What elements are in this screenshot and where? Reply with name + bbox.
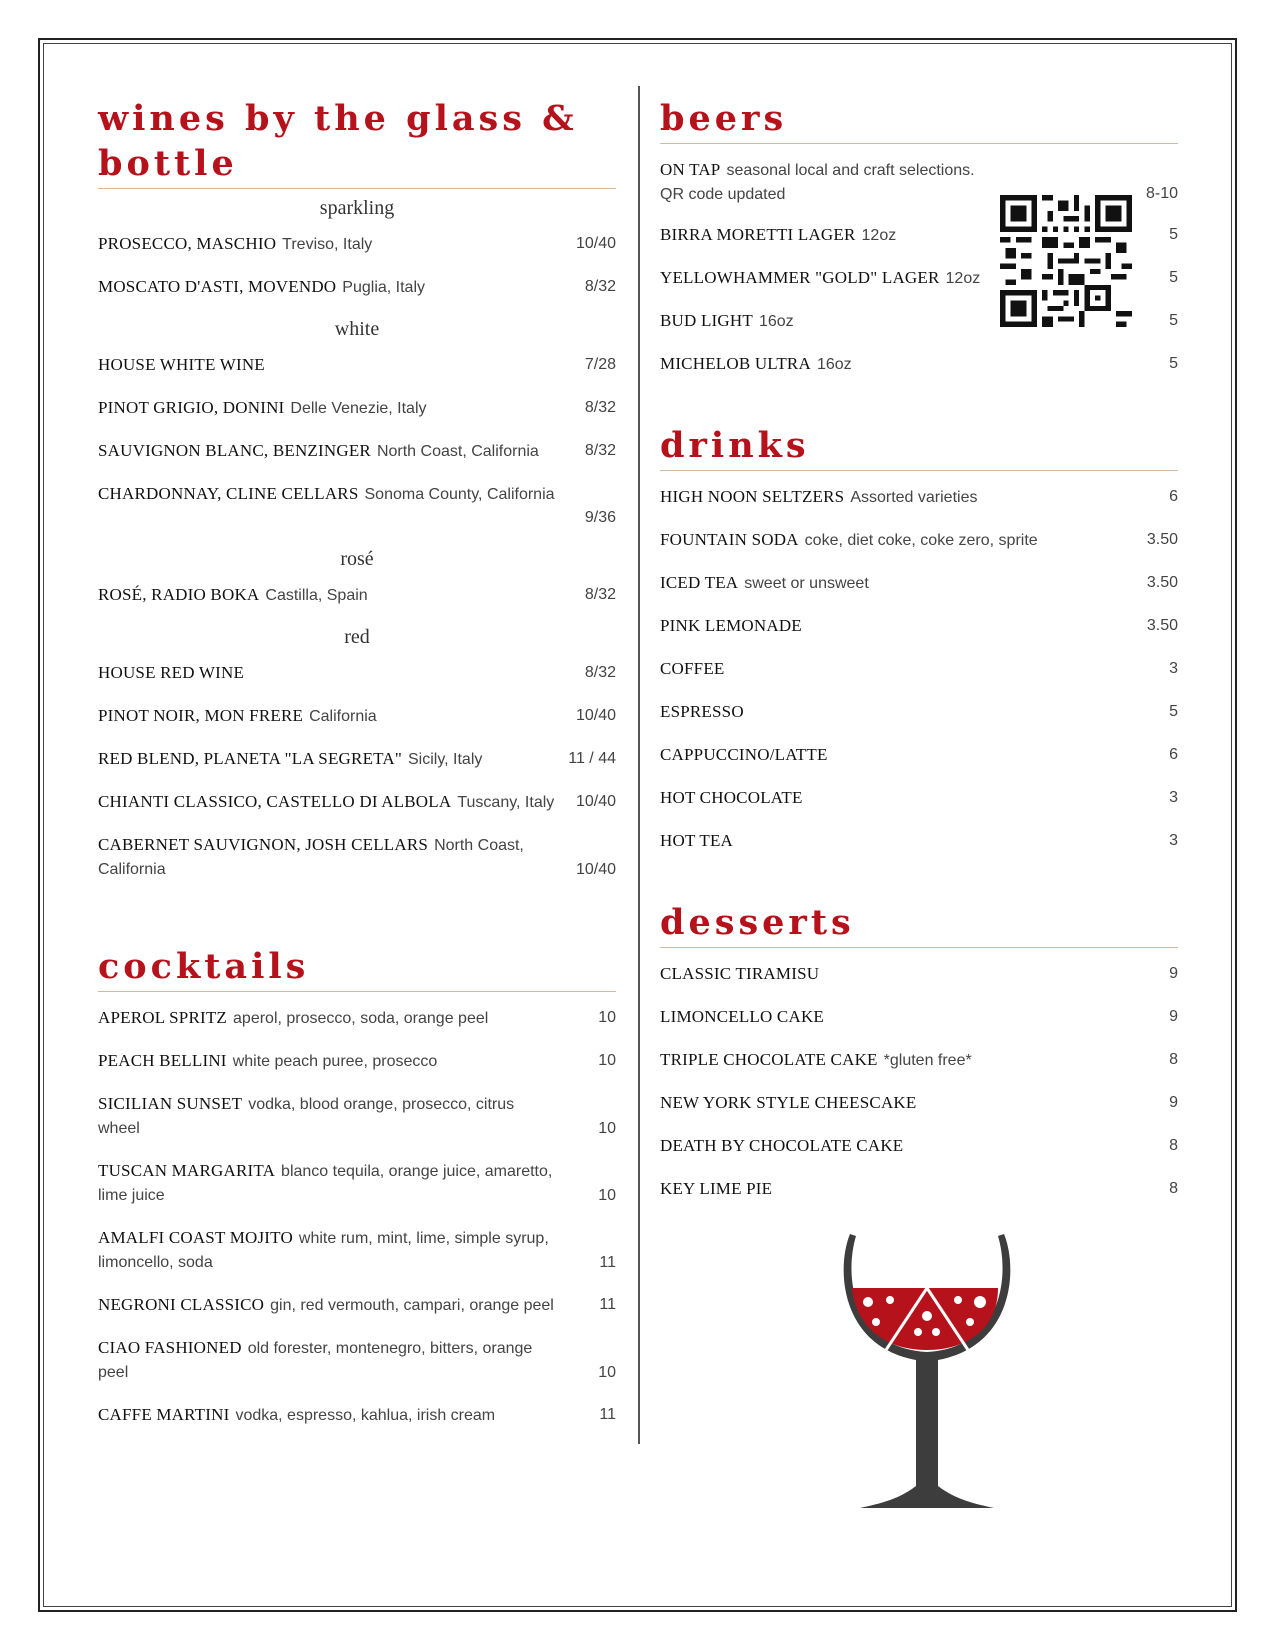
item-name: COFFEE bbox=[660, 659, 725, 678]
menu-item bbox=[98, 1403, 616, 1428]
subhead-red: red bbox=[344, 626, 370, 648]
menu-item bbox=[660, 1177, 1178, 1202]
item-name: DEATH BY CHOCOLATE CAKE bbox=[660, 1136, 904, 1155]
item-price: 5 bbox=[1169, 355, 1178, 372]
menu-item bbox=[98, 1293, 616, 1318]
menu-item bbox=[660, 962, 1178, 987]
item-name: ON TAP bbox=[660, 160, 721, 179]
item-desc: white peach puree, prosecco bbox=[232, 1053, 438, 1070]
item-name: ESPRESSO bbox=[660, 702, 744, 721]
item-name: LIMONCELLO CAKE bbox=[660, 1007, 825, 1026]
item-desc: Treviso, Italy bbox=[282, 236, 373, 253]
item-name: CABERNET SAUVIGNON, JOSH CELLARS bbox=[98, 835, 429, 854]
item-name: PINK LEMONADE bbox=[660, 616, 802, 635]
item-desc: 16oz bbox=[816, 356, 852, 373]
item-price: 8 bbox=[1169, 1180, 1178, 1197]
desserts-title: desserts bbox=[660, 900, 1178, 948]
menu-item bbox=[98, 704, 616, 729]
menu-item bbox=[98, 790, 616, 815]
menu-item bbox=[98, 583, 616, 608]
menu-item bbox=[660, 571, 1178, 596]
menu-item bbox=[660, 614, 1178, 639]
item-price: 5 bbox=[1169, 226, 1178, 243]
item-name: CLASSIC TIRAMISU bbox=[660, 964, 820, 983]
item-name: HOUSE RED WINE bbox=[98, 663, 245, 682]
wines-title: wines by the glass & bottle bbox=[98, 96, 616, 189]
item-price: 3 bbox=[1169, 660, 1178, 677]
item-name: MOSCATO D'ASTI, MOVENDO bbox=[98, 277, 337, 296]
item-name: PINOT GRIGIO, DONINI bbox=[98, 398, 285, 417]
item-name: ROSÉ, RADIO BOKA bbox=[98, 585, 260, 604]
item-name: NEW YORK STYLE CHEESCAKE bbox=[660, 1093, 917, 1112]
item-desc: old forester, montenegro, bitters, orange peel bbox=[98, 1340, 533, 1381]
item-name: ICED TEA bbox=[660, 573, 739, 592]
menu-item bbox=[98, 1226, 616, 1275]
item-desc: sweet or unsweet bbox=[744, 575, 869, 592]
item-name: TUSCAN MARGARITA bbox=[98, 1161, 276, 1180]
item-name: NEGRONI CLASSICO bbox=[98, 1295, 265, 1314]
item-desc: gin, red vermouth, campari, orange peel bbox=[270, 1297, 554, 1314]
item-name: HIGH NOON SELTZERS bbox=[660, 487, 845, 506]
item-price: 8/32 bbox=[584, 586, 616, 603]
item-name: HOT TEA bbox=[660, 831, 734, 850]
item-desc: North Coast, California bbox=[98, 837, 524, 878]
drinks-title: drinks bbox=[660, 423, 1178, 471]
item-price: 6 bbox=[1169, 746, 1178, 763]
item-desc: 12oz bbox=[861, 227, 897, 244]
item-name: CHIANTI CLASSICO, CASTELLO DI ALBOLA bbox=[98, 792, 452, 811]
beers-title: beers bbox=[660, 96, 1178, 144]
menu-item bbox=[98, 1006, 616, 1031]
item-name: MICHELOB ULTRA bbox=[660, 354, 811, 373]
item-name: HOT CHOCOLATE bbox=[660, 788, 803, 807]
subhead-rose: rosé bbox=[340, 548, 374, 570]
item-price: 5 bbox=[1169, 269, 1178, 286]
item-price: 3 bbox=[1169, 832, 1178, 849]
item-price: 11 / 44 bbox=[568, 750, 616, 767]
wine-glass-icon bbox=[838, 1228, 1016, 1522]
menu-item bbox=[98, 1049, 616, 1074]
menu-item bbox=[660, 352, 1178, 377]
item-desc: vodka, espresso, kahlua, irish cream bbox=[235, 1407, 496, 1424]
item-name: CAPPUCCINO/LATTE bbox=[660, 745, 828, 764]
item-name: CHARDONNAY, CLINE CELLARS bbox=[98, 484, 359, 503]
item-desc: North Coast, California bbox=[376, 443, 539, 460]
menu-item bbox=[98, 396, 616, 421]
item-name: YELLOWHAMMER "GOLD" LAGER bbox=[660, 268, 940, 287]
item-price: 5 bbox=[1169, 312, 1178, 329]
menu-item bbox=[660, 657, 1178, 682]
item-price: 3.50 bbox=[1146, 574, 1178, 591]
menu-item bbox=[660, 700, 1178, 725]
item-price: 11 bbox=[599, 1406, 616, 1423]
item-name: RED BLEND, PLANETA "LA SEGRETA" bbox=[98, 749, 402, 768]
item-price: 9 bbox=[1169, 1008, 1178, 1025]
left-column bbox=[98, 96, 616, 1446]
item-desc: Sonoma County, California bbox=[364, 486, 555, 503]
item-desc: Assorted varieties bbox=[850, 489, 978, 506]
item-desc: Castilla, Spain bbox=[265, 587, 368, 604]
item-price: 10/40 bbox=[575, 793, 616, 810]
subhead-sparkling: sparkling bbox=[319, 197, 395, 219]
item-price: 9 bbox=[1169, 965, 1178, 982]
item-name: SICILIAN SUNSET bbox=[98, 1094, 243, 1113]
menu-item bbox=[98, 747, 616, 772]
item-desc: California bbox=[309, 708, 377, 725]
item-desc: Puglia, Italy bbox=[342, 279, 426, 296]
menu-item bbox=[98, 1336, 616, 1385]
menu-item bbox=[98, 275, 616, 300]
menu-item bbox=[660, 829, 1178, 854]
item-desc: *gluten free* bbox=[883, 1052, 972, 1069]
item-price: 11 bbox=[599, 1296, 616, 1313]
item-name: TRIPLE CHOCOLATE CAKE bbox=[660, 1050, 878, 1069]
item-name: KEY LIME PIE bbox=[660, 1179, 773, 1198]
menu-item bbox=[98, 833, 616, 882]
menu-item bbox=[660, 786, 1178, 811]
menu-item bbox=[660, 1005, 1178, 1030]
item-price: 6 bbox=[1169, 488, 1178, 505]
item-desc: seasonal local and craft selections. QR code updated bbox=[660, 162, 975, 203]
item-desc: Delle Venezie, Italy bbox=[290, 400, 427, 417]
item-price: 3.50 bbox=[1146, 531, 1178, 548]
menu-item bbox=[98, 439, 616, 464]
menu-item bbox=[660, 528, 1178, 553]
item-price: 8 bbox=[1169, 1137, 1178, 1154]
item-price: 8-10 bbox=[1145, 185, 1178, 202]
menu-item bbox=[98, 1092, 616, 1141]
item-name: PROSECCO, MASCHIO bbox=[98, 234, 277, 253]
qr-code-icon[interactable] bbox=[1000, 195, 1132, 327]
item-name: APEROL SPRITZ bbox=[98, 1008, 228, 1027]
item-price: 10/40 bbox=[575, 235, 616, 252]
menu-item bbox=[98, 482, 616, 530]
item-desc: Tuscany, Italy bbox=[457, 794, 555, 811]
column-divider bbox=[638, 86, 640, 1444]
item-price: 10 bbox=[598, 1364, 616, 1381]
item-price: 5 bbox=[1169, 703, 1178, 720]
menu-item bbox=[98, 353, 616, 378]
item-name: AMALFI COAST MOJITO bbox=[98, 1228, 293, 1247]
item-desc: white rum, mint, lime, simple syrup, limoncello, soda bbox=[98, 1230, 549, 1271]
item-price: 10/40 bbox=[575, 707, 616, 724]
item-name: CIAO FASHIONED bbox=[98, 1338, 242, 1357]
item-desc: Sicily, Italy bbox=[408, 751, 483, 768]
item-name: BIRRA MORETTI LAGER bbox=[660, 225, 856, 244]
item-name: PEACH BELLINI bbox=[98, 1051, 227, 1070]
item-name: SAUVIGNON BLANC, BENZINGER bbox=[98, 441, 371, 460]
cocktails-title: cocktails bbox=[98, 944, 616, 992]
menu-item bbox=[98, 661, 616, 686]
item-price: 3 bbox=[1169, 789, 1178, 806]
menu-item bbox=[660, 743, 1178, 768]
item-desc: aperol, prosecco, soda, orange peel bbox=[233, 1010, 489, 1027]
item-price: 7/28 bbox=[584, 356, 616, 373]
item-name: HOUSE WHITE WINE bbox=[98, 355, 265, 374]
item-name: CAFFE MARTINI bbox=[98, 1405, 230, 1424]
subhead-white: white bbox=[334, 318, 380, 340]
menu-item bbox=[660, 1048, 1178, 1073]
item-price: 11 bbox=[599, 1254, 616, 1271]
item-price: 10 bbox=[598, 1187, 616, 1204]
item-price: 10/40 bbox=[575, 861, 616, 878]
item-desc: 12oz bbox=[945, 270, 981, 287]
item-price: 10 bbox=[598, 1052, 616, 1069]
item-desc: blanco tequila, orange juice, amaretto, lime juice bbox=[98, 1163, 553, 1204]
menu-item bbox=[98, 1159, 616, 1208]
item-price: 10 bbox=[598, 1120, 616, 1137]
item-desc: vodka, blood orange, prosecco, citrus wheel bbox=[98, 1096, 515, 1137]
item-price: 3.50 bbox=[1146, 617, 1178, 634]
menu-item bbox=[660, 1091, 1178, 1116]
item-price: 8/32 bbox=[584, 278, 616, 295]
item-desc: 16oz bbox=[758, 313, 794, 330]
item-price: 10 bbox=[598, 1009, 616, 1026]
item-name: PINOT NOIR, MON FRERE bbox=[98, 706, 304, 725]
item-price: 9 bbox=[1169, 1094, 1178, 1111]
item-price: 8/32 bbox=[584, 399, 616, 416]
item-price: 8/32 bbox=[584, 442, 616, 459]
item-price: 9/36 bbox=[584, 509, 616, 526]
menu-item bbox=[660, 1134, 1178, 1159]
item-desc: coke, diet coke, coke zero, sprite bbox=[804, 532, 1038, 549]
item-price: 8/32 bbox=[584, 664, 616, 681]
menu-item bbox=[98, 232, 616, 257]
item-name: FOUNTAIN SODA bbox=[660, 530, 799, 549]
menu-item bbox=[660, 485, 1178, 510]
item-price: 8 bbox=[1169, 1051, 1178, 1068]
item-name: BUD LIGHT bbox=[660, 311, 753, 330]
